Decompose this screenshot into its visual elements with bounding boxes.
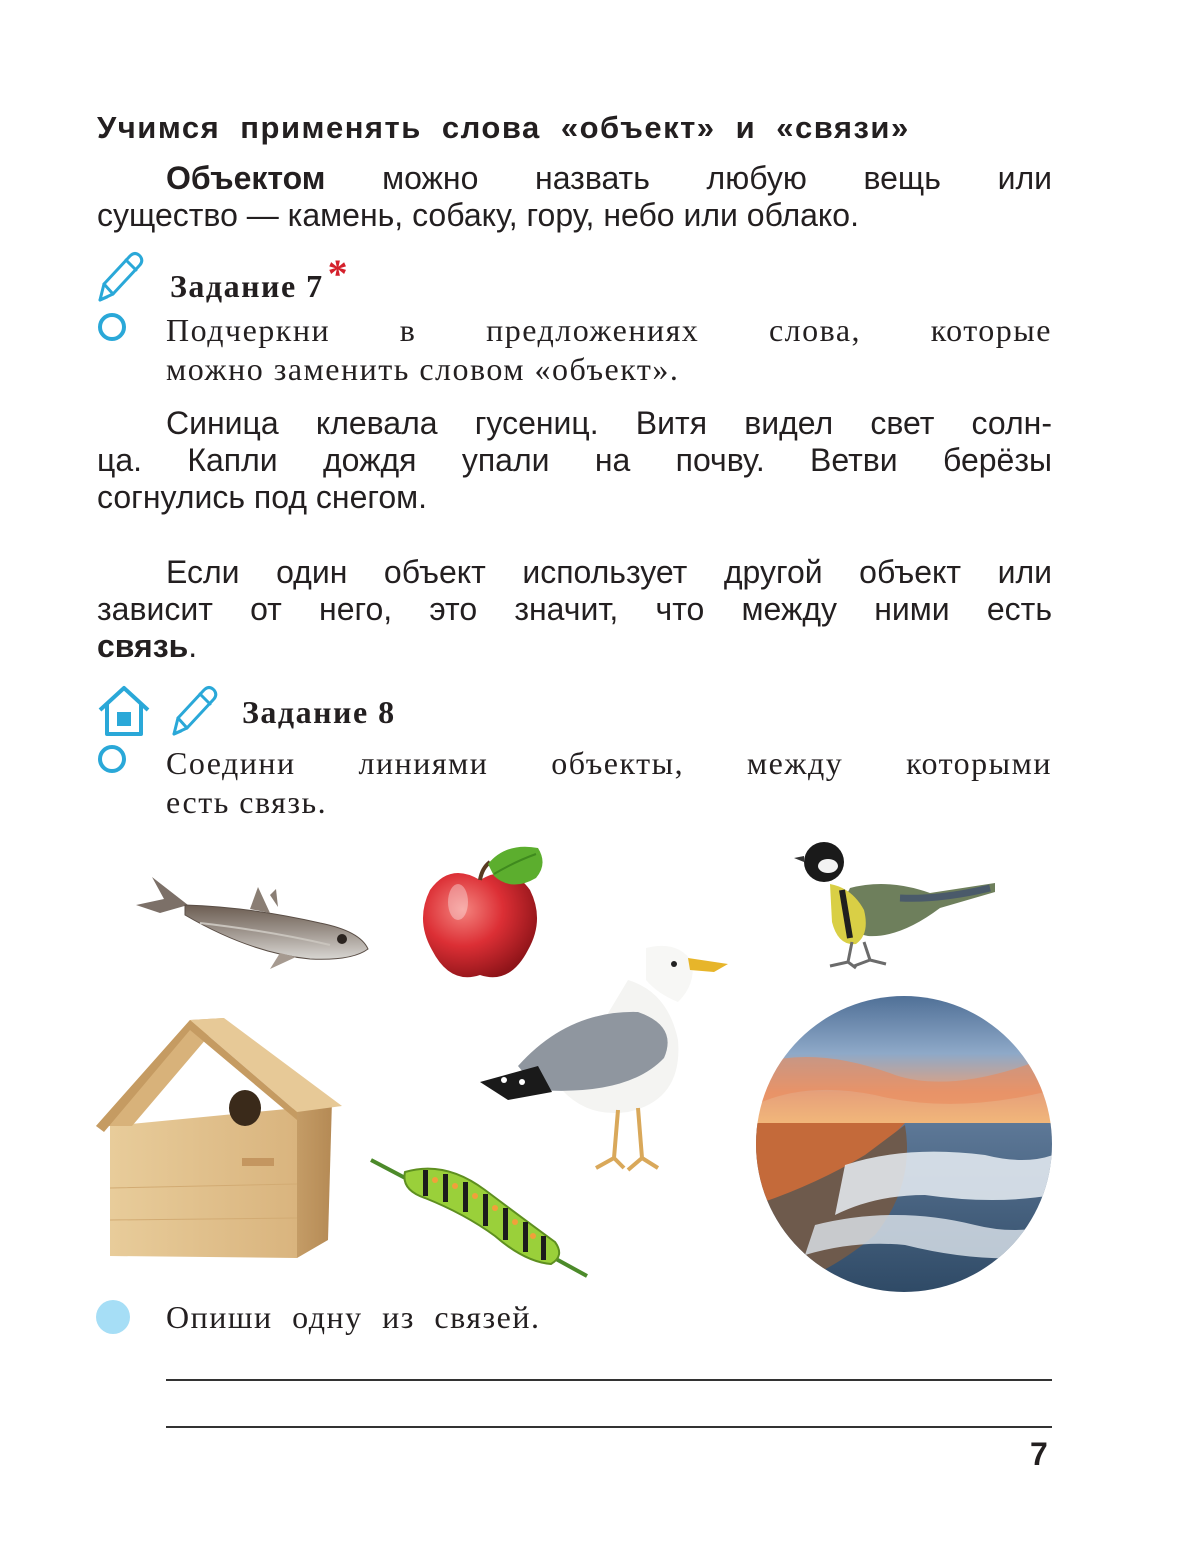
star-icon: * (327, 251, 350, 296)
answer-line[interactable] (166, 1426, 1052, 1428)
term-object: Объектом (166, 160, 326, 196)
object-definition: Объектом можно назвать любую вещь или существо — камень, собаку, гору, небо или облако. (97, 160, 1053, 233)
task8-instruction: Соедини линиями объекты, между которыми есть связь. (166, 745, 1052, 820)
bullet-dot-icon (96, 1300, 130, 1334)
seagull-image (478, 940, 733, 1175)
task8-title: Задание 8 (242, 694, 396, 730)
term-link: связь (97, 628, 189, 664)
page-number: 7 (1030, 1436, 1048, 1472)
task7-sentences: Синица клевала гусениц. Витя видел свет солн- ца. Капли дождя упали на почву. Ветви берёзы согнулись под снегом. (97, 405, 1052, 515)
birdhouse-image (92, 1008, 347, 1268)
bullet-ring-icon (98, 313, 126, 341)
great-tit-image (790, 838, 1005, 978)
pencil-icon (94, 248, 146, 304)
pencil-icon (168, 682, 220, 738)
link-definition: Если один объект использует другой объект или зависит от него, это значит, что между ними есть связь. (97, 554, 1052, 664)
fish-image (130, 865, 375, 980)
sea-shore-image (755, 995, 1053, 1293)
task7-title: Задание 7 * (170, 251, 350, 304)
task8-describe: Опиши одну из связей. (166, 1299, 541, 1335)
section-heading: Учимся применять слова «объект» и «связи» (97, 110, 910, 145)
home-icon (96, 684, 152, 738)
answer-line[interactable] (166, 1379, 1052, 1381)
bullet-ring-icon (98, 745, 126, 773)
caterpillar-image (365, 1150, 595, 1280)
task7-instruction: Подчеркни в предложениях слова, которые можно заменить словом «объект». (166, 312, 1052, 387)
